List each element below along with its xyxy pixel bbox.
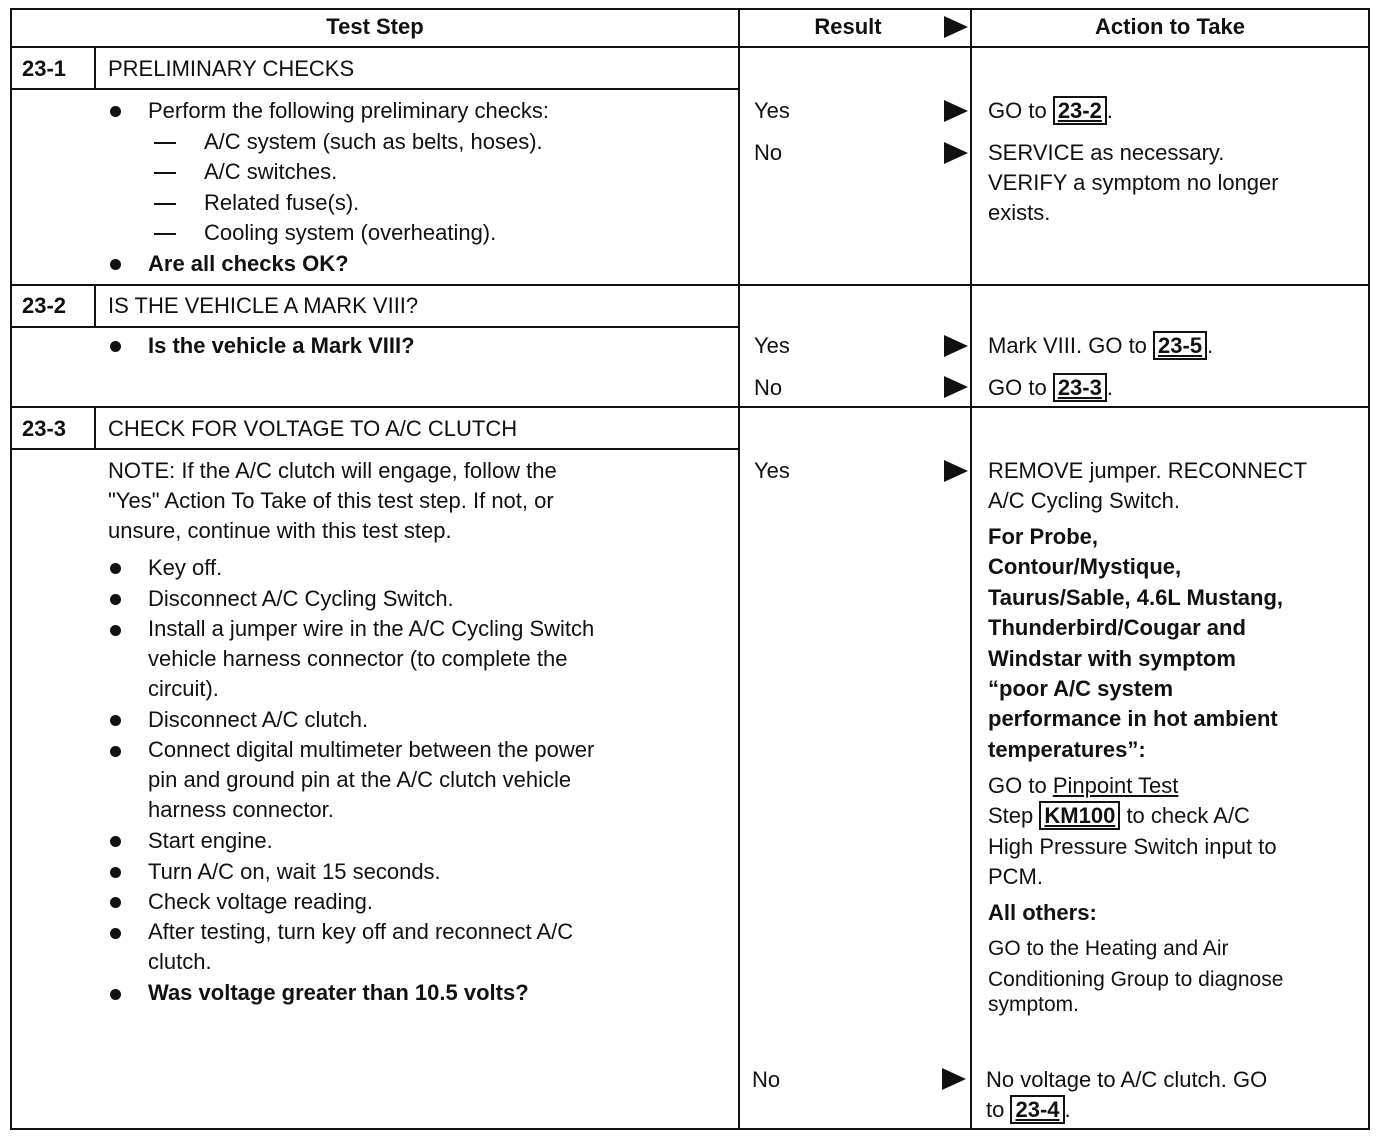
others-line: GO to the Heating and Air bbox=[988, 937, 1229, 960]
result-no-23-2: No bbox=[754, 375, 783, 400]
others-line: symptom. bbox=[988, 993, 1080, 1016]
result-no-23-3: No bbox=[752, 1067, 781, 1092]
vehicle-condition-line: Taurus/Sable, 4.6L Mustang, bbox=[988, 585, 1284, 610]
action-suffix: . bbox=[1106, 375, 1113, 400]
row1-title-divider bbox=[10, 88, 738, 90]
step-number-23-2: 23-2 bbox=[22, 293, 67, 318]
header-test-step: Test Step bbox=[326, 14, 424, 39]
check-item: A/C system (such as belts, hoses). bbox=[204, 129, 543, 154]
procedure-step: Key off. bbox=[148, 555, 223, 580]
bullet-icon bbox=[110, 836, 121, 847]
action-suffix: . bbox=[1106, 98, 1113, 123]
question-23-1: Are all checks OK? bbox=[148, 251, 349, 276]
note-line: "Yes" Action To Take of this test step. If not, or bbox=[108, 488, 554, 513]
action-prefix: GO to bbox=[988, 375, 1047, 400]
action-no-line: SERVICE as necessary. bbox=[988, 140, 1225, 165]
pinpoint-prefix: GO to bbox=[988, 773, 1047, 798]
bullet-icon bbox=[110, 989, 121, 1000]
procedure-step-line: After testing, turn key off and reconnect A/C bbox=[148, 919, 574, 944]
procedure-step: Start engine. bbox=[148, 828, 273, 853]
vehicle-condition-line: performance in hot ambient bbox=[988, 706, 1278, 731]
all-others-label: All others: bbox=[988, 900, 1097, 925]
pinpoint-line bbox=[988, 771, 1178, 801]
step-title-23-2: IS THE VEHICLE A MARK VIII? bbox=[108, 293, 419, 318]
pinpoint-test-link[interactable]: Pinpoint Test bbox=[1052, 773, 1179, 798]
procedure-step-line: circuit). bbox=[148, 676, 219, 701]
step-number-23-3: 23-3 bbox=[22, 416, 67, 441]
step-title-23-3: CHECK FOR VOLTAGE TO A/C CLUTCH bbox=[108, 416, 518, 441]
vehicle-condition-line: temperatures”: bbox=[988, 737, 1146, 762]
table-bottom-border bbox=[10, 1128, 1370, 1130]
row2-title-divider bbox=[10, 326, 738, 328]
check-item: Related fuse(s). bbox=[204, 190, 360, 215]
test-result-divider bbox=[738, 8, 740, 1130]
arrow-icon bbox=[944, 460, 968, 482]
header-arrow-icon bbox=[944, 16, 968, 38]
bullet-icon bbox=[110, 106, 121, 117]
action-prefix: GO to bbox=[988, 98, 1047, 123]
procedure-step-line: vehicle harness connector (to complete the bbox=[148, 646, 568, 671]
step-number-23-1: 23-1 bbox=[22, 56, 67, 81]
result-no-23-1: No bbox=[754, 140, 783, 165]
action-no-line: VERIFY a symptom no longer bbox=[988, 170, 1279, 195]
table-top-border bbox=[10, 8, 1370, 10]
question-23-2: Is the vehicle a Mark VIII? bbox=[148, 333, 415, 358]
action-no-line: exists. bbox=[988, 200, 1051, 225]
vehicle-condition-line: Thunderbird/Cougar and bbox=[988, 615, 1246, 640]
procedure-step: Disconnect A/C clutch. bbox=[148, 707, 369, 732]
step-ref-23-3[interactable]: 23-3 bbox=[1053, 373, 1107, 402]
action-yes-line: A/C Cycling Switch. bbox=[988, 488, 1180, 513]
procedure-step: Turn A/C on, wait 15 seconds. bbox=[148, 859, 441, 884]
bullet-icon bbox=[110, 625, 121, 636]
action-prefix: Mark VIII. GO to bbox=[988, 333, 1147, 358]
arrow-icon bbox=[942, 1068, 966, 1090]
bullet-icon bbox=[110, 259, 121, 270]
table-right-border bbox=[1368, 8, 1370, 1130]
bullet-icon bbox=[110, 897, 121, 908]
bullet-icon bbox=[110, 928, 121, 939]
action-yes-23-2 bbox=[988, 331, 1213, 361]
step-ref-23-2[interactable]: 23-2 bbox=[1053, 96, 1107, 125]
action-prefix: to bbox=[986, 1097, 1005, 1122]
action-suffix: . bbox=[1064, 1097, 1071, 1122]
action-suffix: . bbox=[1207, 333, 1214, 358]
step-prefix: Step bbox=[988, 803, 1034, 828]
table-left-border bbox=[10, 8, 12, 1130]
header-result: Result bbox=[814, 14, 882, 39]
vehicle-condition-line: Contour/Mystique, bbox=[988, 554, 1182, 579]
arrow-icon bbox=[944, 335, 968, 357]
procedure-step-line: Install a jumper wire in the A/C Cycling Switch bbox=[148, 616, 595, 641]
vehicle-condition-line: For Probe, bbox=[988, 524, 1099, 549]
procedure-step: Check voltage reading. bbox=[148, 889, 374, 914]
action-no-23-2 bbox=[988, 373, 1113, 403]
row3-title-divider bbox=[10, 448, 738, 450]
vehicle-condition-line: Windstar with symptom bbox=[988, 646, 1236, 671]
dash-icon bbox=[154, 233, 176, 235]
dash-icon bbox=[154, 203, 176, 205]
row2-bottom-border bbox=[10, 406, 1370, 408]
step-title-23-1: PRELIMINARY CHECKS bbox=[108, 56, 355, 81]
step-ref-23-5[interactable]: 23-5 bbox=[1153, 331, 1207, 360]
bullet-icon bbox=[110, 746, 121, 757]
procedure-step-line: Connect digital multimeter between the power bbox=[148, 737, 595, 762]
hp-switch-line: PCM. bbox=[988, 864, 1043, 889]
procedure-step-line: harness connector. bbox=[148, 797, 334, 822]
row1-bottom-border bbox=[10, 284, 1370, 286]
result-yes-23-3: Yes bbox=[754, 458, 790, 483]
bullet-icon bbox=[110, 867, 121, 878]
result-yes-23-2: Yes bbox=[754, 333, 790, 358]
action-yes-line: REMOVE jumper. RECONNECT bbox=[988, 458, 1308, 483]
result-action-divider bbox=[970, 8, 972, 1130]
step-ref-km100[interactable]: KM100 bbox=[1039, 801, 1120, 830]
header-bottom-border bbox=[10, 46, 1370, 48]
step-suffix: to check A/C bbox=[1126, 803, 1250, 828]
stepno-divider-2 bbox=[94, 284, 96, 328]
dash-icon bbox=[154, 142, 176, 144]
bullet-icon bbox=[110, 715, 121, 726]
bullet-icon bbox=[110, 594, 121, 605]
arrow-icon bbox=[944, 142, 968, 164]
others-line: Conditioning Group to diagnose bbox=[988, 968, 1284, 991]
dash-icon bbox=[154, 172, 176, 174]
procedure-step-line: pin and ground pin at the A/C clutch vehicle bbox=[148, 767, 572, 792]
note-line: NOTE: If the A/C clutch will engage, follow the bbox=[108, 458, 557, 483]
procedure-step-line: clutch. bbox=[148, 949, 212, 974]
check-item: A/C switches. bbox=[204, 159, 338, 184]
arrow-icon bbox=[944, 376, 968, 398]
preliminary-intro: Perform the following preliminary checks: bbox=[148, 98, 550, 123]
arrow-icon bbox=[944, 100, 968, 122]
note-line: unsure, continue with this test step. bbox=[108, 518, 452, 543]
question-23-3: Was voltage greater than 10.5 volts? bbox=[148, 980, 529, 1005]
header-action: Action to Take bbox=[1095, 14, 1245, 39]
vehicle-condition-line: “poor A/C system bbox=[988, 676, 1174, 701]
result-yes-23-1: Yes bbox=[754, 98, 790, 123]
procedure-step: Disconnect A/C Cycling Switch. bbox=[148, 586, 454, 611]
stepno-divider-1 bbox=[94, 46, 96, 90]
step-ref-23-4[interactable]: 23-4 bbox=[1010, 1095, 1064, 1124]
bullet-icon bbox=[110, 341, 121, 352]
hp-switch-line: High Pressure Switch input to bbox=[988, 834, 1277, 859]
action-yes-23-1 bbox=[988, 96, 1113, 126]
action-no-23-3-line1: No voltage to A/C clutch. GO bbox=[986, 1067, 1268, 1092]
action-no-23-3-line2 bbox=[986, 1095, 1071, 1125]
bullet-icon bbox=[110, 563, 121, 574]
stepno-divider-3 bbox=[94, 406, 96, 450]
check-item: Cooling system (overheating). bbox=[204, 220, 497, 245]
pinpoint-step-line bbox=[988, 801, 1250, 831]
